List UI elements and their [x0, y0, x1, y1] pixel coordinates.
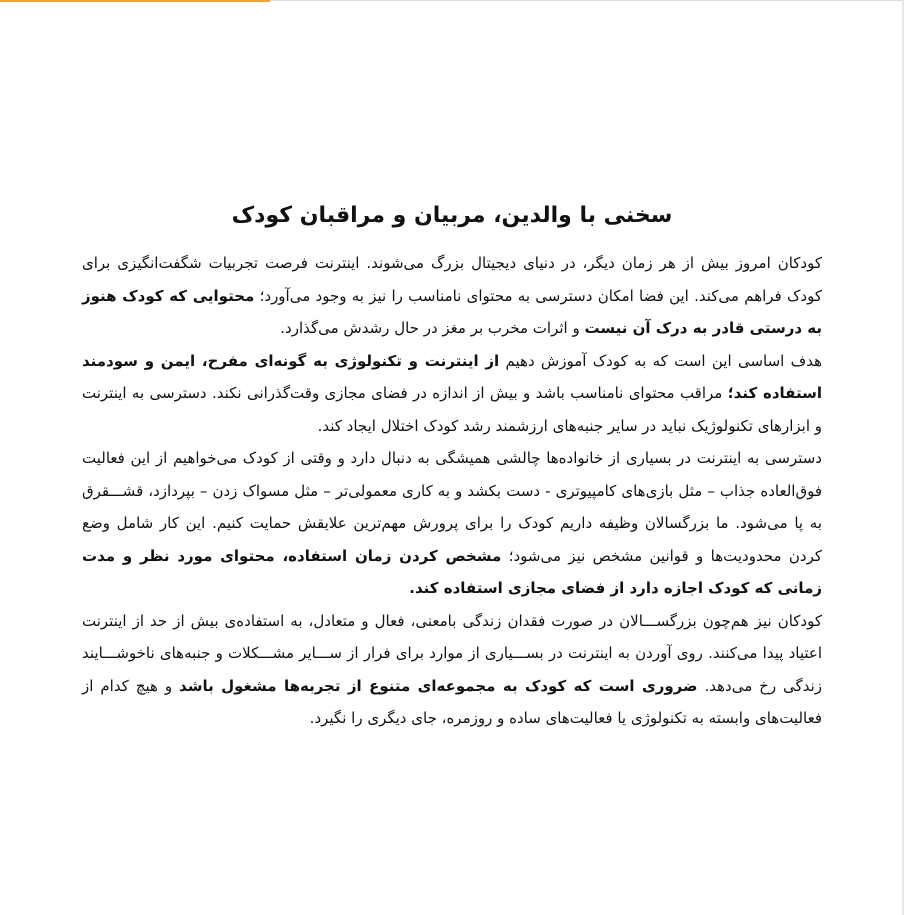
bold-text-run: از اینترنت و تکنولوژی به گونه‌ای مفرح، ایمن و سودمند استفاده کند؛ — [82, 351, 822, 402]
text-run: و اثرات مخرب بر مغز در حال رشدش می‌گذارد. — [280, 319, 585, 337]
paragraphs-container — [82, 247, 822, 735]
bold-text-run: ضروری است که کودک به مجموعه‌ای متنوع از تجربه‌ها مشغول باشد — [179, 676, 698, 695]
text-run: کودکان امروز بیش از هر زمان دیگر، در دنیای دیجیتال بزرگ می‌شوند. اینترنت فرصت تجربیات شگفت‌انگیزی برای کودک فراهم می‌کند. این فضا امکان دسترسی به محتوای نامناسب را نیز به وجود می‌آورد؛ — [82, 254, 823, 305]
top-accent-line — [0, 0, 270, 2]
bold-text-run: مشخص کردن زمان استفاده، محتوای مورد نظر و مدت زمانی که کودک اجازه دارد از فضای مجازی استفاده کند. — [82, 546, 822, 597]
bold-text-run: محتوایی که کودک هنوز به درستی قادر به درک آن نیست — [82, 286, 822, 337]
paragraph — [82, 605, 822, 735]
text-run: مراقب محتوای نامناسب باشد و بیش از اندازه در فضای مجازی وقت‌گذرانی نکند. دسترسی به اینترنت و ابزارهای تکنولوژیک نباید در سایر جنبه‌های ارزشمند رشد کودک اختلال ایجاد کند. — [82, 384, 822, 435]
text-run: کودکان نیز هم‌چون بزرگســـالان در صورت فقدان زندگی بامعنی، فعال و متعادل، به استفاده‌ی بیش از حد از اینترنت اعتیاد پیدا می‌کنند. روی آوردن به اینترنت در بســـیاری از موارد برای فرار از ســـایر مشـــکلات و جنبه‌های ناخوشـــایند زندگی رخ می‌دهد. — [82, 611, 822, 695]
text-run: و هیچ کدام از فعالیت‌های وابسته به تکنولوژی یا فعالیت‌های ساده و روزمره، جای دیگری را نگیرد. — [82, 676, 822, 727]
text-run: دسترسی به اینترنت در بسیاری از خانواده‌ها چالشی همیشگی به دنبال دارد و وقتی از کودک می‌خواهیم از این فعالیت فوق‌العاده جذاب – مثل بازی‌های کامپیوتری - دست بکشد و به کاری معمولی‌تر – مثل مسواک زدن – بپردازد، قشـــقرق به پا می‌شود. ما بزرگسالان وظیفه داریم کودک را برای پرورش مهم‌ترین علایقش حمایت کنیم. این کار شامل وضع کردن محدودیت‌ها و قوانین مشخص نیز می‌شود؛ — [82, 449, 823, 565]
paragraph — [82, 442, 822, 605]
paragraph — [82, 345, 822, 443]
paragraph — [82, 247, 822, 345]
document-body — [82, 195, 822, 735]
page-title: سخنی با والدین، مربیان و مراقبان کودک — [231, 203, 673, 228]
text-run: هدف اساسی این است که به کودک آموزش دهیم — [499, 351, 822, 370]
top-divider — [270, 0, 904, 1]
